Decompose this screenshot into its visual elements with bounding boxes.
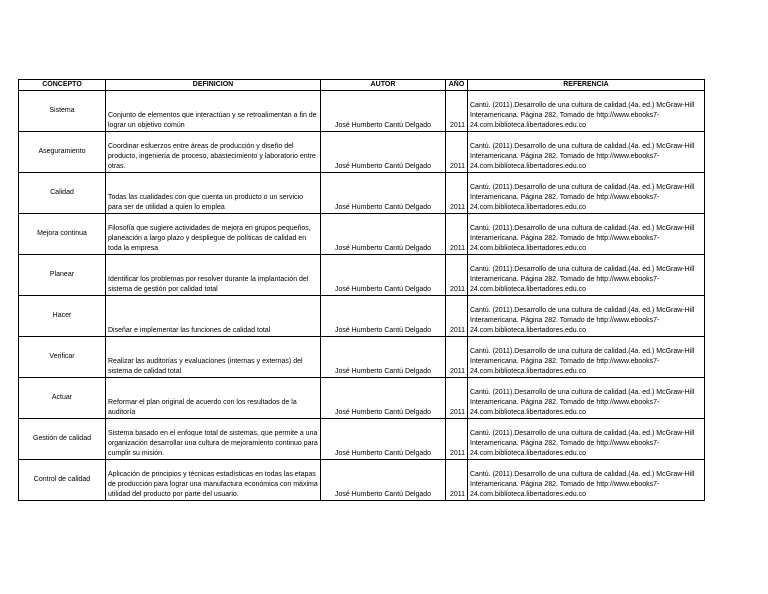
reference-cell: Cantú. (2011).Desarrollo de una cultura de calidad.(4a. ed.) McGraw-Hill Interamericana. Página 282. Tomado de http://www.ebooks7-24.com.biblioteca.libertadores.edu.co	[468, 378, 705, 419]
reference-cell: Cantú. (2011).Desarrollo de una cultura de calidad.(4a. ed.) McGraw-Hill Interamericana. Página 282. Tomado de http://www.ebooks7-24.com.biblioteca.libertadores.edu.co	[468, 255, 705, 296]
reference-cell: Cantú. (2011).Desarrollo de una cultura de calidad.(4a. ed.) McGraw-Hill Interamericana. Página 282. Tomado de http://www.ebooks7-24.com.biblioteca.libertadores.edu.co	[468, 132, 705, 173]
table-row	[19, 173, 705, 214]
table-row	[19, 378, 705, 419]
author-cell: José Humberto Cantú Delgado	[321, 460, 446, 501]
header-author: AUTOR	[321, 80, 446, 91]
author-cell: José Humberto Cantú Delgado	[321, 419, 446, 460]
definition-cell: Diseñar e implementar las funciones de calidad total	[106, 296, 321, 337]
concept-cell: Mejora continua	[19, 214, 106, 255]
concept-cell: Aseguramiento	[19, 132, 106, 173]
concept-cell: Gestión de calidad	[19, 419, 106, 460]
author-cell: José Humberto Cantú Delgado	[321, 255, 446, 296]
concept-cell: Actuar	[19, 378, 106, 419]
table-row	[19, 419, 705, 460]
year-cell: 2011	[446, 337, 468, 378]
definition-cell: Reformar el plan original de acuerdo con los resultados de la auditoría	[106, 378, 321, 419]
table-row	[19, 214, 705, 255]
author-cell: José Humberto Cantú Delgado	[321, 378, 446, 419]
definition-cell: Conjunto de elementos que interactúan y se retroalimentan a fin de lograr un objetivo común	[106, 91, 321, 132]
definition-cell: Coordinar esfuerzos entre áreas de producción y diseño del producto, ingeniería de proceso, abastecimiento y laboratorio entre otras.	[106, 132, 321, 173]
header-reference: REFERENCIA	[468, 80, 705, 91]
author-cell: José Humberto Cantú Delgado	[321, 132, 446, 173]
definition-cell: Filosofía que sugiere actividades de mejora en grupos pequeños, planeación a largo plazo y despliegue de políticas de calidad en toda la empresa	[106, 214, 321, 255]
header-year: AÑO	[446, 80, 468, 91]
year-cell: 2011	[446, 214, 468, 255]
year-cell: 2011	[446, 296, 468, 337]
author-cell: José Humberto Cantú Delgado	[321, 91, 446, 132]
table-row	[19, 337, 705, 378]
concept-cell: Hacer	[19, 296, 106, 337]
header-row	[19, 80, 705, 91]
author-cell: José Humberto Cantú Delgado	[321, 337, 446, 378]
table-row	[19, 460, 705, 501]
year-cell: 2011	[446, 419, 468, 460]
definition-cell: Todas las cualidades con que cuenta un producto o un servicio para ser de utilidad a quien lo emplea	[106, 173, 321, 214]
year-cell: 2011	[446, 255, 468, 296]
reference-cell: Cantú. (2011).Desarrollo de una cultura de calidad.(4a. ed.) McGraw-Hill Interamericana. Página 282. Tomado de http://www.ebooks7-24.com.biblioteca.libertadores.edu.co	[468, 460, 705, 501]
concepts-table	[18, 79, 705, 501]
reference-cell: Cantú. (2011).Desarrollo de una cultura de calidad.(4a. ed.) McGraw-Hill Interamericana. Página 282. Tomado de http://www.ebooks7-24.com.biblioteca.libertadores.edu.co	[468, 91, 705, 132]
concept-cell: Planear	[19, 255, 106, 296]
author-cell: José Humberto Cantú Delgado	[321, 173, 446, 214]
reference-cell: Cantú. (2011).Desarrollo de una cultura de calidad.(4a. ed.) McGraw-Hill Interamericana. Página 282. Tomado de http://www.ebooks7-24.com.biblioteca.libertadores.edu.co	[468, 419, 705, 460]
author-cell: José Humberto Cantú Delgado	[321, 296, 446, 337]
table-row	[19, 91, 705, 132]
concept-cell: Sistema	[19, 91, 106, 132]
year-cell: 2011	[446, 91, 468, 132]
definition-cell: Realizar las auditorías y evaluaciones (internas y externas) del sistema de calidad total	[106, 337, 321, 378]
year-cell: 2011	[446, 132, 468, 173]
concept-cell: Calidad	[19, 173, 106, 214]
header-definition: DEFINICION	[106, 80, 321, 91]
author-cell: José Humberto Cantú Delgado	[321, 214, 446, 255]
year-cell: 2011	[446, 378, 468, 419]
reference-cell: Cantú. (2011).Desarrollo de una cultura de calidad.(4a. ed.) McGraw-Hill Interamericana. Página 282. Tomado de http://www.ebooks7-24.com.biblioteca.libertadores.edu.co	[468, 214, 705, 255]
year-cell: 2011	[446, 173, 468, 214]
table-row	[19, 255, 705, 296]
reference-cell: Cantú. (2011).Desarrollo de una cultura de calidad.(4a. ed.) McGraw-Hill Interamericana. Página 282. Tomado de http://www.ebooks7-24.com.biblioteca.libertadores.edu.co	[468, 296, 705, 337]
concept-cell: Verificar	[19, 337, 106, 378]
header-concept: CONCEPTO	[19, 80, 106, 91]
year-cell: 2011	[446, 460, 468, 501]
concept-cell: Control de calidad	[19, 460, 106, 501]
table-row	[19, 296, 705, 337]
table-row	[19, 132, 705, 173]
definition-cell: Identificar los problemas por resolver durante la implantación del sistema de gestión por calidad total	[106, 255, 321, 296]
reference-cell: Cantú. (2011).Desarrollo de una cultura de calidad.(4a. ed.) McGraw-Hill Interamericana. Página 282. Tomado de http://www.ebooks7-24.com.biblioteca.libertadores.edu.co	[468, 173, 705, 214]
definition-cell: Aplicación de principios y técnicas estadísticas en todas las etapas de producción para lograr una manufactura económica con máxima utilidad del producto por parte del usuario.	[106, 460, 321, 501]
reference-cell: Cantú. (2011).Desarrollo de una cultura de calidad.(4a. ed.) McGraw-Hill Interamericana. Página 282. Tomado de http://www.ebooks7-24.com.biblioteca.libertadores.edu.co	[468, 337, 705, 378]
definition-cell: Sistema basado en el enfoque total de sistemas, que permite a una organización desarrollar una cultura de mejoramiento continuo para cumplir su misión.	[106, 419, 321, 460]
